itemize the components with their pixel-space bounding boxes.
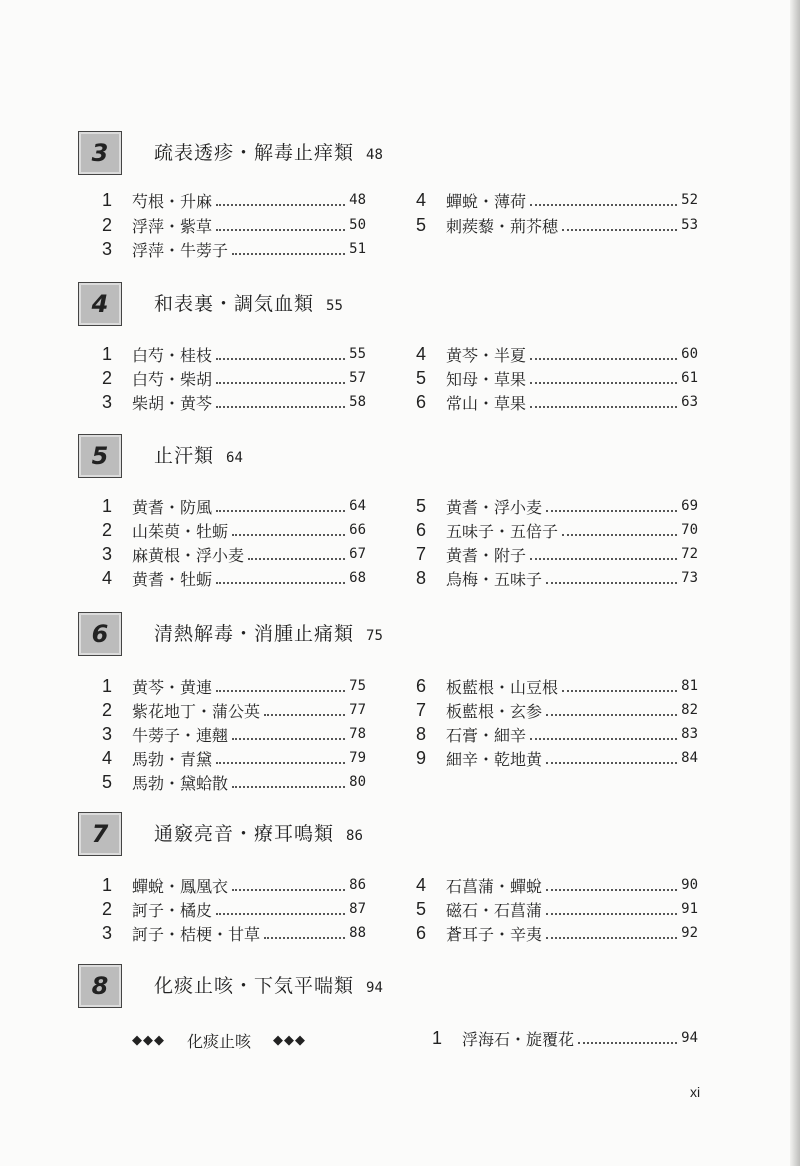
entry-title: 浮海石・旋覆花 — [462, 1029, 575, 1049]
entry-number: 1 — [431, 1027, 442, 1048]
diamond-ornament-right: ◆◆◆ — [273, 1032, 307, 1048]
toc-entry[interactable] — [92, 390, 366, 414]
leader-dots — [216, 223, 345, 231]
entry-number: 3 — [101, 391, 112, 412]
section-title[interactable] — [154, 138, 383, 165]
entry-title: 黄芩・半夏 — [446, 345, 527, 365]
leader-dots — [546, 576, 677, 584]
section-page-number: 75 — [366, 628, 383, 644]
entry-title: 黄耆・防風 — [132, 497, 213, 517]
entry-page: 81 — [681, 678, 698, 694]
leader-dots — [530, 400, 677, 408]
entry-page: 57 — [349, 370, 366, 386]
leader-dots — [562, 223, 677, 231]
leader-dots — [216, 756, 345, 764]
leader-dots — [578, 1036, 677, 1044]
entry-number: 1 — [101, 675, 112, 696]
leader-dots — [546, 907, 677, 915]
entry-number: 8 — [415, 723, 426, 744]
entry-page: 58 — [349, 394, 366, 410]
toc-entry[interactable] — [406, 698, 698, 722]
section-number-box: 4 — [78, 282, 122, 326]
section-page-number: 55 — [326, 298, 343, 314]
entry-page: 78 — [349, 726, 366, 742]
leader-dots — [530, 352, 677, 360]
entry-title: 板藍根・玄参 — [446, 701, 543, 721]
toc-entry[interactable] — [406, 566, 698, 590]
toc-entry[interactable] — [92, 566, 366, 590]
leader-dots — [530, 732, 677, 740]
toc-entry[interactable] — [406, 390, 698, 414]
entry-number: 1 — [101, 343, 112, 364]
entry-title: 知母・草果 — [446, 369, 527, 389]
entry-page: 66 — [349, 522, 366, 538]
section-page-number: 48 — [366, 147, 383, 163]
leader-dots — [264, 931, 345, 939]
toc-entry[interactable] — [406, 213, 698, 237]
page-number-footer: xi — [690, 1084, 701, 1100]
leader-dots — [546, 931, 677, 939]
toc-entry[interactable] — [406, 366, 698, 390]
entry-page: 64 — [349, 498, 366, 514]
entry-title: 浮萍・紫草 — [132, 216, 213, 236]
toc-entry[interactable] — [406, 674, 698, 698]
entry-page: 92 — [681, 925, 698, 941]
entry-number: 7 — [415, 699, 426, 720]
entry-number: 8 — [415, 567, 426, 588]
entry-number: 4 — [415, 874, 426, 895]
entry-title: 麻黄根・浮小麦 — [132, 545, 245, 565]
leader-dots — [216, 684, 345, 692]
leader-dots — [232, 528, 345, 536]
section-title[interactable] — [154, 819, 363, 846]
toc-entry[interactable] — [92, 873, 366, 897]
entry-title: 山茱萸・牡蛎 — [132, 521, 229, 541]
section-title[interactable] — [154, 441, 243, 468]
leader-dots — [264, 708, 345, 716]
entry-number: 4 — [101, 747, 112, 768]
toc-entry[interactable] — [406, 897, 698, 921]
toc-entry[interactable] — [406, 188, 698, 212]
section-number-box: 6 — [78, 612, 122, 656]
section-title[interactable] — [154, 289, 343, 316]
toc-entry[interactable] — [92, 897, 366, 921]
entry-title: 蒼耳子・辛夷 — [446, 924, 543, 944]
entry-page: 75 — [349, 678, 366, 694]
entry-page: 83 — [681, 726, 698, 742]
entry-number: 2 — [101, 519, 112, 540]
entry-page: 60 — [681, 346, 698, 362]
entry-title: 馬勃・黛蛤散 — [132, 773, 229, 793]
toc-entry[interactable] — [92, 188, 366, 212]
section-page-number: 64 — [226, 450, 243, 466]
entry-title: 黄耆・附子 — [446, 545, 527, 565]
entry-number: 3 — [101, 723, 112, 744]
entry-title: 刺蒺藜・荊芥穂 — [446, 216, 559, 236]
entry-number: 3 — [101, 543, 112, 564]
entry-title: 馬勃・青黛 — [132, 749, 213, 769]
entry-page: 82 — [681, 702, 698, 718]
entry-page: 67 — [349, 546, 366, 562]
section-number-box: 8 — [78, 964, 122, 1008]
entry-page: 61 — [681, 370, 698, 386]
leader-dots — [530, 552, 677, 560]
entry-number: 1 — [101, 189, 112, 210]
section-title-text: 疏表透疹・解毒止痒類 — [154, 142, 355, 164]
leader-dots — [232, 883, 345, 891]
diamond-ornament-left: ◆◆◆ — [132, 1032, 165, 1048]
leader-dots — [248, 552, 345, 560]
toc-entry[interactable] — [92, 722, 366, 746]
leader-dots — [216, 907, 345, 915]
entry-page: 72 — [681, 546, 698, 562]
subsection-heading — [132, 1028, 306, 1052]
entry-page: 88 — [349, 925, 366, 941]
section-title-text: 和表裏・調気血類 — [154, 293, 315, 315]
entry-page: 84 — [681, 750, 698, 766]
leader-dots — [546, 756, 677, 764]
toc-entry[interactable] — [92, 518, 366, 542]
entry-number: 7 — [415, 543, 426, 564]
section-title-text: 止汗類 — [154, 445, 215, 467]
entry-title: 柴胡・黄芩 — [132, 393, 213, 413]
toc-entry[interactable] — [92, 770, 366, 794]
leader-dots — [562, 528, 677, 536]
toc-entry[interactable] — [92, 542, 366, 566]
entry-page: 69 — [681, 498, 698, 514]
leader-dots — [546, 708, 677, 716]
toc-entry[interactable] — [406, 873, 698, 897]
leader-dots — [216, 352, 345, 360]
section-number-box: 3 — [78, 131, 122, 175]
entry-page: 86 — [349, 877, 366, 893]
toc-entry[interactable] — [406, 921, 698, 945]
leader-dots — [232, 247, 345, 255]
entry-page: 53 — [681, 217, 698, 233]
entry-page: 73 — [681, 570, 698, 586]
entry-page: 87 — [349, 901, 366, 917]
entry-number: 4 — [415, 189, 426, 210]
entry-title: 五味子・五倍子 — [446, 521, 559, 541]
entry-page: 91 — [681, 901, 698, 917]
toc-entry[interactable] — [406, 542, 698, 566]
entry-number: 4 — [415, 343, 426, 364]
entry-page: 77 — [349, 702, 366, 718]
leader-dots — [216, 198, 345, 206]
leader-dots — [216, 576, 345, 584]
leader-dots — [530, 376, 677, 384]
entry-number: 3 — [101, 922, 112, 943]
entry-number: 4 — [101, 567, 112, 588]
entry-title: 細辛・乾地黄 — [446, 749, 543, 769]
entry-title: 磁石・石菖蒲 — [446, 900, 543, 920]
entry-number: 1 — [101, 495, 112, 516]
section-number-box: 7 — [78, 812, 122, 856]
entry-title: 紫花地丁・蒲公英 — [132, 701, 261, 721]
leader-dots — [216, 504, 345, 512]
entry-number: 3 — [101, 238, 112, 259]
entry-number: 6 — [415, 922, 426, 943]
section-page-number: 94 — [366, 980, 383, 996]
toc-entry[interactable] — [406, 722, 698, 746]
entry-title: 白芍・柴胡 — [132, 369, 213, 389]
toc-entry[interactable] — [92, 237, 366, 261]
entry-page: 48 — [349, 192, 366, 208]
leader-dots — [232, 780, 345, 788]
entry-title: 黄耆・浮小麦 — [446, 497, 543, 517]
toc-entry[interactable] — [92, 213, 366, 237]
entry-page: 63 — [681, 394, 698, 410]
section-title-text: 清熱解毒・消腫止痛類 — [154, 623, 355, 645]
toc-entry[interactable] — [92, 494, 366, 518]
entry-title: 白芍・桂枝 — [132, 345, 213, 365]
entry-page: 80 — [349, 774, 366, 790]
section-title[interactable] — [154, 619, 383, 646]
section-title[interactable] — [154, 971, 383, 998]
entry-number: 9 — [415, 747, 426, 768]
toc-entry[interactable] — [406, 518, 698, 542]
entry-number: 2 — [101, 214, 112, 235]
toc-entry[interactable] — [92, 698, 366, 722]
entry-title: 牛蒡子・連翹 — [132, 725, 229, 745]
entry-number: 2 — [101, 898, 112, 919]
entry-page: 51 — [349, 241, 366, 257]
leader-dots — [530, 198, 677, 206]
entry-page: 68 — [349, 570, 366, 586]
entry-title: 蟬蛻・鳳凰衣 — [132, 876, 229, 896]
entry-title: 黄耆・牡蛎 — [132, 569, 213, 589]
entry-title: 芍根・升麻 — [132, 191, 213, 211]
section-number-box: 5 — [78, 434, 122, 478]
leader-dots — [546, 504, 677, 512]
toc-entry[interactable] — [406, 746, 698, 770]
entry-page: 79 — [349, 750, 366, 766]
entry-title: 浮萍・牛蒡子 — [132, 240, 229, 260]
leader-dots — [562, 684, 677, 692]
entry-number: 5 — [415, 367, 426, 388]
entry-number: 5 — [415, 898, 426, 919]
entry-title: 常山・草果 — [446, 393, 527, 413]
leader-dots — [546, 883, 677, 891]
section-page-number: 86 — [346, 828, 363, 844]
entry-title: 石菖蒲・蟬蛻 — [446, 876, 543, 896]
toc-entry[interactable] — [422, 1026, 698, 1050]
leader-dots — [216, 400, 345, 408]
entry-page: 70 — [681, 522, 698, 538]
toc-entry[interactable] — [92, 366, 366, 390]
toc-entry[interactable] — [92, 746, 366, 770]
entry-page: 50 — [349, 217, 366, 233]
toc-entry[interactable] — [406, 494, 698, 518]
leader-dots — [216, 376, 345, 384]
entry-number: 2 — [101, 367, 112, 388]
entry-title: 訶子・桔梗・甘草 — [132, 924, 261, 944]
entry-page: 94 — [681, 1030, 698, 1046]
entry-number: 1 — [101, 874, 112, 895]
entry-number: 2 — [101, 699, 112, 720]
entry-page: 52 — [681, 192, 698, 208]
entry-title: 蟬蛻・薄荷 — [446, 191, 527, 211]
section-title-text: 通竅亮音・療耳鳴類 — [154, 823, 335, 845]
entry-page: 55 — [349, 346, 366, 362]
entry-number: 5 — [101, 771, 112, 792]
toc-entry[interactable] — [92, 342, 366, 366]
entry-number: 6 — [415, 391, 426, 412]
subsection-title[interactable]: 化痰止咳 — [187, 1031, 252, 1051]
entry-number: 6 — [415, 519, 426, 540]
entry-title: 黄芩・黄連 — [132, 677, 213, 697]
entry-title: 板藍根・山豆根 — [446, 677, 559, 697]
toc-entry[interactable] — [92, 921, 366, 945]
section-title-text: 化痰止咳・下気平喘類 — [154, 975, 355, 997]
entry-page: 90 — [681, 877, 698, 893]
entry-number: 6 — [415, 675, 426, 696]
entry-number: 5 — [415, 495, 426, 516]
page-edge-shadow — [790, 0, 800, 1166]
entry-title: 訶子・橘皮 — [132, 900, 213, 920]
entry-title: 石膏・細辛 — [446, 725, 527, 745]
toc-entry[interactable] — [92, 674, 366, 698]
entry-title: 烏梅・五味子 — [446, 569, 543, 589]
entry-number: 5 — [415, 214, 426, 235]
leader-dots — [232, 732, 345, 740]
toc-entry[interactable] — [406, 342, 698, 366]
